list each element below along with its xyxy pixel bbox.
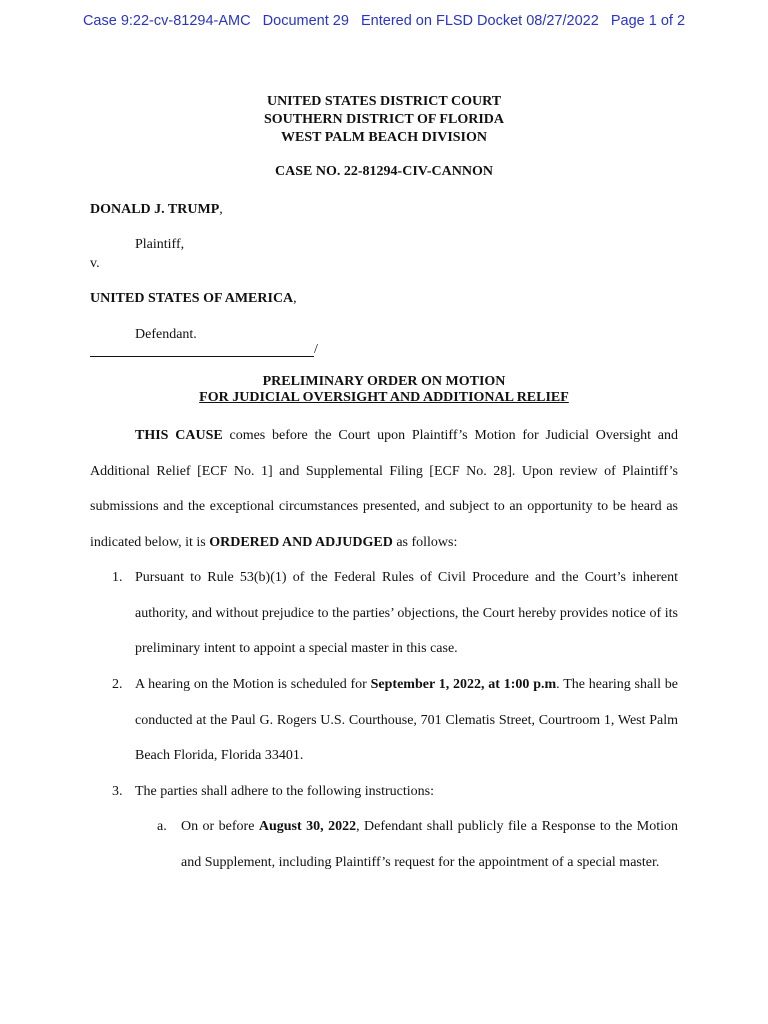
item-text: The parties shall adhere to the following instructions: — [135, 784, 434, 799]
ordered-adjudged: ORDERED AND ADJUDGED — [209, 534, 393, 550]
subitem-letter: a. — [157, 819, 167, 834]
item-number: 3. — [112, 784, 123, 799]
subitem-text-b: , Defendant shall publicly file a Response to the Motion and Supplement, including Plaintiff’s request for the appointment of a special master. — [181, 819, 678, 870]
intro-paragraph — [90, 418, 678, 560]
court-district: SOUTHERN DISTRICT OF FLORIDA — [264, 112, 504, 127]
signature-slash: / — [314, 342, 318, 357]
order-subtitle-text: FOR JUDICIAL OVERSIGHT AND ADDITIONAL RELIEF — [199, 390, 569, 405]
item-number: 1. — [112, 570, 123, 585]
item-text-b: . The hearing shall be conducted at the Paul G. Rogers U.S. Courthouse, 701 Clematis Street, Courtroom 1, West Palm Beach Florida, Florida 33401. — [135, 677, 678, 764]
response-deadline: August 30, 2022 — [258, 819, 357, 834]
defendant-line — [90, 290, 297, 308]
plaintiff-line — [90, 201, 223, 219]
item-text-a: A hearing on the Motion is scheduled for — [135, 677, 371, 692]
case-number: CASE NO. 22-81294-CIV-CANNON — [275, 164, 493, 179]
item-text — [135, 667, 678, 774]
intro-text-a: comes before the Court upon Plaintiff’s Motion for Judicial Oversight and Additional Relief [ECF No. 1] and Supplemental Filing [ECF No. 28]. Upon review of Plaintiff’s submissions and the exceptional circumstances presented, and subject to an opportunity to be heard as indicated below, it is — [90, 428, 679, 550]
hearing-datetime: September 1, 2022, at 1:00 p.m — [370, 677, 557, 692]
subitem-text-a: On or before — [181, 819, 259, 834]
intro-lead: THIS CAUSE — [135, 428, 223, 443]
item-text: Pursuant to Rule 53(b)(1) of the Federal Rules of Civil Procedure and the Court’s inherent authority, and without prejudice to the parties’ objections, the Court hereby provides notice of its preliminary intent to appoint a special master in this case. — [135, 570, 678, 657]
court-name: UNITED STATES DISTRICT COURT — [266, 94, 502, 109]
defendant-role: Defendant. — [135, 327, 197, 342]
defendant-comma: , — [293, 291, 297, 306]
court-caption — [0, 93, 768, 147]
order-title: PRELIMINARY ORDER ON MOTION — [262, 374, 506, 389]
item-number: 2. — [112, 677, 123, 692]
plaintiff-comma: , — [219, 202, 223, 217]
order-subtitle — [0, 390, 768, 406]
intro-text-b: as follows: — [392, 534, 458, 550]
versus: v. — [90, 256, 100, 271]
plaintiff-name: DONALD J. TRUMP — [90, 202, 220, 217]
docket-header-stamp: Case 9:22-cv-81294-AMC Document 29 Entered on FLSD Docket 08/27/2022 Page 1 of 2 — [82, 13, 686, 29]
subitem-text — [181, 809, 678, 880]
plaintiff-role: Plaintiff, — [135, 237, 185, 252]
defendant-name: UNITED STATES OF AMERICA — [90, 291, 294, 306]
court-division: WEST PALM BEACH DIVISION — [280, 130, 488, 145]
signature-rule — [90, 356, 314, 357]
